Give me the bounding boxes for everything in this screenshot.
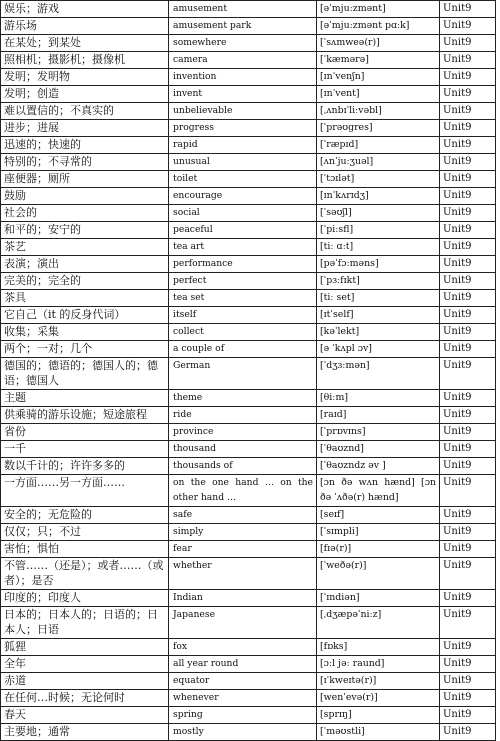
english-word-cell: thousand	[169, 441, 317, 458]
english-word-cell: amusement	[169, 1, 317, 18]
chinese-meaning-cell: 印度的；印度人	[1, 590, 169, 607]
chinese-meaning-cell: 省份	[1, 424, 169, 441]
vocab-row	[1, 341, 496, 358]
phonetic-cell: [seɪf]	[317, 507, 440, 524]
phonetic-cell: [ˈprɒvɪns]	[317, 424, 440, 441]
unit-cell: Unit9	[440, 341, 496, 358]
english-word-cell: rapid	[169, 137, 317, 154]
phonetic-cell: [ˈməʊstli]	[317, 724, 440, 741]
vocab-row	[1, 1, 496, 18]
unit-cell: Unit9	[440, 290, 496, 307]
unit-cell: Unit9	[440, 407, 496, 424]
english-word-cell: all year round	[169, 656, 317, 673]
unit-cell: Unit9	[440, 724, 496, 741]
phonetic-cell: [tiː set]	[317, 290, 440, 307]
english-word-cell: a couple of	[169, 341, 317, 358]
vocab-row	[1, 607, 496, 639]
phonetic-cell: [ˈsɪmpli]	[317, 524, 440, 541]
chinese-meaning-cell: 德国的；德语的；德国人的；德语；德国人	[1, 358, 169, 390]
vocab-row	[1, 18, 496, 35]
english-word-cell: simply	[169, 524, 317, 541]
unit-cell: Unit9	[440, 639, 496, 656]
vocab-row	[1, 120, 496, 137]
unit-cell: Unit9	[440, 86, 496, 103]
chinese-meaning-cell: 进步；进展	[1, 120, 169, 137]
english-word-cell: itself	[169, 307, 317, 324]
unit-cell: Unit9	[440, 690, 496, 707]
unit-cell: Unit9	[440, 475, 496, 507]
unit-cell: Unit9	[440, 424, 496, 441]
unit-cell: Unit9	[440, 390, 496, 407]
english-word-cell: ride	[169, 407, 317, 424]
chinese-meaning-cell: 仅仅；只；不过	[1, 524, 169, 541]
vocab-row	[1, 324, 496, 341]
english-word-cell: thousands of	[169, 458, 317, 475]
english-word-cell: Japanese	[169, 607, 317, 639]
unit-cell: Unit9	[440, 205, 496, 222]
phonetic-cell: [ˈprəʊgres]	[317, 120, 440, 137]
vocab-row	[1, 137, 496, 154]
unit-cell: Unit9	[440, 35, 496, 52]
english-word-cell: camera	[169, 52, 317, 69]
vocab-row	[1, 424, 496, 441]
vocab-row	[1, 52, 496, 69]
english-word-cell: amusement park	[169, 18, 317, 35]
chinese-meaning-cell: 供乘骑的游乐设施；短途旅程	[1, 407, 169, 424]
vocab-row	[1, 256, 496, 273]
unit-cell: Unit9	[440, 441, 496, 458]
phonetic-cell: [ˈsəʊʃl]	[317, 205, 440, 222]
unit-cell: Unit9	[440, 1, 496, 18]
chinese-meaning-cell: 一千	[1, 441, 169, 458]
english-word-cell: perfect	[169, 273, 317, 290]
vocab-row	[1, 239, 496, 256]
chinese-meaning-cell: 春天	[1, 707, 169, 724]
unit-cell: Unit9	[440, 458, 496, 475]
vocab-row	[1, 673, 496, 690]
english-word-cell: theme	[169, 390, 317, 407]
phonetic-cell: [əˈmjuːzmənt]	[317, 1, 440, 18]
unit-cell: Unit9	[440, 52, 496, 69]
phonetic-cell: [ɔːl jəː raund]	[317, 656, 440, 673]
chinese-meaning-cell: 安全的；无危险的	[1, 507, 169, 524]
vocab-row	[1, 724, 496, 741]
phonetic-cell: [tiː ɑːt]	[317, 239, 440, 256]
chinese-meaning-cell: 游乐场	[1, 18, 169, 35]
chinese-meaning-cell: 特别的；不寻常的	[1, 154, 169, 171]
phonetic-cell: [ˈkæmərə]	[317, 52, 440, 69]
phonetic-cell: [ˌdʒæpəˈniːz]	[317, 607, 440, 639]
phonetic-cell: [ˈpiːsfl]	[317, 222, 440, 239]
english-word-cell: whenever	[169, 690, 317, 707]
phonetic-cell: [ɪnˈvent]	[317, 86, 440, 103]
english-word-cell: encourage	[169, 188, 317, 205]
unit-cell: Unit9	[440, 273, 496, 290]
unit-cell: Unit9	[440, 171, 496, 188]
english-word-cell: province	[169, 424, 317, 441]
chinese-meaning-cell: 表演；演出	[1, 256, 169, 273]
chinese-meaning-cell: 数以千计的；许许多多的	[1, 458, 169, 475]
vocab-row	[1, 273, 496, 290]
chinese-meaning-cell: 发明；创造	[1, 86, 169, 103]
chinese-meaning-cell: 照相机；摄影机；摄像机	[1, 52, 169, 69]
vocab-row	[1, 441, 496, 458]
english-word-cell: on the one hand … on the other hand …	[169, 475, 317, 507]
phonetic-cell: [fɒks]	[317, 639, 440, 656]
chinese-meaning-cell: 鼓励	[1, 188, 169, 205]
vocab-row	[1, 407, 496, 424]
vocab-row	[1, 507, 496, 524]
chinese-meaning-cell: 难以置信的；不真实的	[1, 103, 169, 120]
chinese-meaning-cell: 害怕；惧怕	[1, 541, 169, 558]
phonetic-cell: [kəˈlekt]	[317, 324, 440, 341]
vocab-row	[1, 103, 496, 120]
phonetic-cell: [fɪə(r)]	[317, 541, 440, 558]
english-word-cell: tea set	[169, 290, 317, 307]
english-word-cell: whether	[169, 558, 317, 590]
vocab-row	[1, 639, 496, 656]
chinese-meaning-cell: 主要地；通常	[1, 724, 169, 741]
phonetic-cell: [ɪˈkweɪtə(r)]	[317, 673, 440, 690]
phonetic-cell: [ˈtɔɪlət]	[317, 171, 440, 188]
unit-cell: Unit9	[440, 524, 496, 541]
unit-cell: Unit9	[440, 507, 496, 524]
chinese-meaning-cell: 收集；采集	[1, 324, 169, 341]
unit-cell: Unit9	[440, 18, 496, 35]
english-word-cell: collect	[169, 324, 317, 341]
chinese-meaning-cell: 座便器；厕所	[1, 171, 169, 188]
phonetic-cell: [ɔn ðə wʌn hænd] [ɔn ðə ˈʌðə(r) hænd]	[317, 475, 440, 507]
english-word-cell: tea art	[169, 239, 317, 256]
phonetic-cell: [θiːm]	[317, 390, 440, 407]
unit-cell: Unit9	[440, 256, 496, 273]
phonetic-cell: [ˈdʒɜːmən]	[317, 358, 440, 390]
english-word-cell: fox	[169, 639, 317, 656]
chinese-meaning-cell: 两个；一对；几个	[1, 341, 169, 358]
unit-cell: Unit9	[440, 673, 496, 690]
english-word-cell: safe	[169, 507, 317, 524]
vocab-row	[1, 307, 496, 324]
english-word-cell: equator	[169, 673, 317, 690]
phonetic-cell: [ɪnˈkʌrɪdʒ]	[317, 188, 440, 205]
chinese-meaning-cell: 在任何…时候；无论何时	[1, 690, 169, 707]
phonetic-cell: [ɪtˈself]	[317, 307, 440, 324]
phonetic-cell: [ɪnˈvenʃn]	[317, 69, 440, 86]
phonetic-cell: [ˈθaʊzndz əv ]	[317, 458, 440, 475]
phonetic-cell: [əˈmjuːzmənt pɑːk]	[317, 18, 440, 35]
unit-cell: Unit9	[440, 358, 496, 390]
unit-cell: Unit9	[440, 137, 496, 154]
unit-cell: Unit9	[440, 656, 496, 673]
phonetic-cell: [ˈsʌmweə(r)]	[317, 35, 440, 52]
vocab-row	[1, 290, 496, 307]
vocab-row	[1, 707, 496, 724]
chinese-meaning-cell: 茶具	[1, 290, 169, 307]
phonetic-cell: [sprɪŋ]	[317, 707, 440, 724]
english-word-cell: toilet	[169, 171, 317, 188]
vocab-row	[1, 35, 496, 52]
unit-cell: Unit9	[440, 541, 496, 558]
phonetic-cell: [raɪd]	[317, 407, 440, 424]
english-word-cell: progress	[169, 120, 317, 137]
english-word-cell: fear	[169, 541, 317, 558]
vocab-row	[1, 390, 496, 407]
vocab-row	[1, 171, 496, 188]
english-word-cell: peaceful	[169, 222, 317, 239]
unit-cell: Unit9	[440, 307, 496, 324]
chinese-meaning-cell: 狐狸	[1, 639, 169, 656]
english-word-cell: Indian	[169, 590, 317, 607]
vocab-row	[1, 69, 496, 86]
vocab-row	[1, 205, 496, 222]
chinese-meaning-cell: 它自己（it 的反身代词）	[1, 307, 169, 324]
vocab-row	[1, 222, 496, 239]
chinese-meaning-cell: 发明；发明物	[1, 69, 169, 86]
vocabulary-table-body	[1, 1, 496, 741]
unit-cell: Unit9	[440, 188, 496, 205]
vocab-row	[1, 86, 496, 103]
vocab-row	[1, 154, 496, 171]
english-word-cell: invent	[169, 86, 317, 103]
unit-cell: Unit9	[440, 324, 496, 341]
unit-cell: Unit9	[440, 69, 496, 86]
phonetic-cell: [ˈθaʊznd]	[317, 441, 440, 458]
vocab-row	[1, 690, 496, 707]
chinese-meaning-cell: 赤道	[1, 673, 169, 690]
phonetic-cell: [ˈpɜːfɪkt]	[317, 273, 440, 290]
phonetic-cell: [ʌnˈjuːʒuəl]	[317, 154, 440, 171]
phonetic-cell: [pəˈfɔːməns]	[317, 256, 440, 273]
chinese-meaning-cell: 迅速的；快速的	[1, 137, 169, 154]
vocab-row	[1, 558, 496, 590]
unit-cell: Unit9	[440, 707, 496, 724]
chinese-meaning-cell: 不管……（还是）；或者……（或者）；是否	[1, 558, 169, 590]
english-word-cell: German	[169, 358, 317, 390]
chinese-meaning-cell: 社会的	[1, 205, 169, 222]
chinese-meaning-cell: 茶艺	[1, 239, 169, 256]
phonetic-cell: [ˌʌnbɪˈliːvəbl]	[317, 103, 440, 120]
english-word-cell: invention	[169, 69, 317, 86]
chinese-meaning-cell: 一方面……另一方面……	[1, 475, 169, 507]
vocab-row	[1, 541, 496, 558]
phonetic-cell: [ˈɪndiən]	[317, 590, 440, 607]
chinese-meaning-cell: 日本的；日本人的；日语的；日本人；日语	[1, 607, 169, 639]
unit-cell: Unit9	[440, 558, 496, 590]
english-word-cell: unusual	[169, 154, 317, 171]
chinese-meaning-cell: 完美的；完全的	[1, 273, 169, 290]
vocab-row	[1, 590, 496, 607]
unit-cell: Unit9	[440, 222, 496, 239]
vocab-row	[1, 475, 496, 507]
vocab-row	[1, 524, 496, 541]
chinese-meaning-cell: 和平的；安宁的	[1, 222, 169, 239]
english-word-cell: social	[169, 205, 317, 222]
vocab-row	[1, 188, 496, 205]
chinese-meaning-cell: 主题	[1, 390, 169, 407]
unit-cell: Unit9	[440, 590, 496, 607]
chinese-meaning-cell: 全年	[1, 656, 169, 673]
phonetic-cell: [ə ˈkʌpl ɔv]	[317, 341, 440, 358]
vocab-row	[1, 656, 496, 673]
unit-cell: Unit9	[440, 154, 496, 171]
chinese-meaning-cell: 娱乐；游戏	[1, 1, 169, 18]
english-word-cell: spring	[169, 707, 317, 724]
vocab-row	[1, 358, 496, 390]
unit-cell: Unit9	[440, 607, 496, 639]
english-word-cell: performance	[169, 256, 317, 273]
chinese-meaning-cell: 在某处；到某处	[1, 35, 169, 52]
phonetic-cell: [ˈræpɪd]	[317, 137, 440, 154]
english-word-cell: mostly	[169, 724, 317, 741]
unit-cell: Unit9	[440, 120, 496, 137]
vocab-row	[1, 458, 496, 475]
english-word-cell: unbelievable	[169, 103, 317, 120]
phonetic-cell: [wenˈevə(r)]	[317, 690, 440, 707]
unit-cell: Unit9	[440, 239, 496, 256]
phonetic-cell: [ˈweðə(r)]	[317, 558, 440, 590]
unit-cell: Unit9	[440, 103, 496, 120]
english-word-cell: somewhere	[169, 35, 317, 52]
